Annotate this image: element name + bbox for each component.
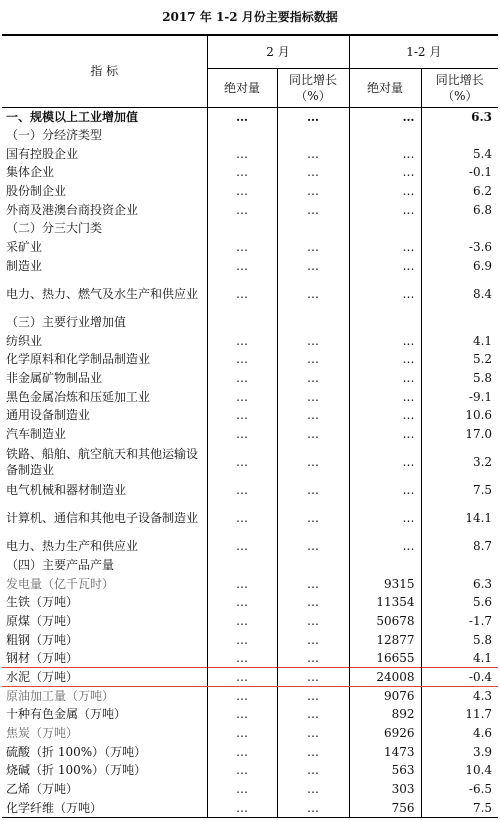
table-row xyxy=(2,499,498,536)
table-row xyxy=(2,144,498,163)
table-row xyxy=(2,761,498,780)
row-name: 计算机、通信和其他电子设备制造业 xyxy=(2,499,207,536)
cum-absolute-cell: 756 xyxy=(349,798,421,817)
month-yoy-cell: … xyxy=(277,443,349,480)
month-yoy-cell: … xyxy=(277,275,349,312)
month-absolute-cell: … xyxy=(207,686,277,705)
header-month-absolute: 绝对量 xyxy=(207,68,277,107)
month-yoy-cell: … xyxy=(277,686,349,705)
month-yoy-cell: … xyxy=(277,481,349,500)
cum-yoy-cell: 14.1 xyxy=(465,511,493,526)
row-name: 原油加工量（万吨） xyxy=(2,686,207,705)
row-name: 国有控股企业 xyxy=(2,144,207,163)
table-row xyxy=(2,126,498,145)
row-name: （一）分经济类型 xyxy=(2,126,207,145)
table-row xyxy=(2,163,498,182)
row-name: 焦炭（万吨） xyxy=(2,724,207,743)
cum-yoy-cell: -0.1 xyxy=(468,165,493,180)
table-row xyxy=(2,425,498,444)
month-absolute-cell: … xyxy=(207,705,277,724)
row-name: 烧碱（折 100%）（万吨） xyxy=(2,761,207,780)
table-row xyxy=(2,350,498,369)
row-name: （三）主要行业增加值 xyxy=(2,313,207,332)
cum-yoy-cell xyxy=(421,219,498,238)
cum-absolute-cell: 1473 xyxy=(349,742,421,761)
cum-absolute-cell: … xyxy=(349,275,421,312)
month-yoy-cell: … xyxy=(277,761,349,780)
month-absolute-cell: … xyxy=(207,369,277,388)
row-name: 非金属矿物制品业 xyxy=(2,369,207,388)
row-name: 生铁（万吨） xyxy=(2,593,207,612)
cum-absolute-cell: … xyxy=(349,499,421,536)
month-yoy-cell: … xyxy=(277,350,349,369)
row-name: 电气机械和器材制造业 xyxy=(2,481,207,500)
row-name: 一、规模以上工业增加值 xyxy=(2,107,207,126)
cum-yoy-cell: 5.8 xyxy=(472,370,493,385)
month-absolute-cell: … xyxy=(207,761,277,780)
cum-absolute-cell: … xyxy=(349,163,421,182)
header-cum-yoy: 同比增长 （%） xyxy=(421,68,498,107)
header-cum-absolute: 绝对量 xyxy=(349,68,421,107)
month-yoy-cell: … xyxy=(277,257,349,276)
month-yoy-cell xyxy=(277,126,349,145)
month-yoy-cell: … xyxy=(277,705,349,724)
table-row xyxy=(2,200,498,219)
month-yoy-cell: … xyxy=(277,182,349,201)
month-yoy-cell: … xyxy=(277,537,349,556)
row-name: 硫酸（折 100%）（万吨） xyxy=(2,742,207,761)
table-row xyxy=(2,481,498,500)
cum-yoy-cell: -9.1 xyxy=(468,389,493,404)
month-absolute-cell: … xyxy=(207,144,277,163)
cum-absolute-cell: 9076 xyxy=(349,686,421,705)
row-name: 股份制企业 xyxy=(2,182,207,201)
row-name: 化学纤维（万吨） xyxy=(2,798,207,817)
cum-yoy-cell: 5.8 xyxy=(472,632,493,647)
table-row xyxy=(2,331,498,350)
month-absolute-cell: … xyxy=(207,387,277,406)
cum-yoy-cell: 6.3 xyxy=(471,109,493,124)
cum-yoy-cell: 4.3 xyxy=(472,688,493,703)
table-row xyxy=(2,612,498,631)
month-absolute-cell: … xyxy=(207,724,277,743)
cum-yoy-cell: 4.6 xyxy=(472,726,493,741)
table-row xyxy=(2,649,498,668)
row-name: 水泥（万吨） xyxy=(2,668,207,687)
month-absolute-cell: … xyxy=(207,481,277,500)
row-name: 粗钢（万吨） xyxy=(2,630,207,649)
month-absolute-cell: … xyxy=(207,537,277,556)
table-row xyxy=(2,593,498,612)
month-absolute-cell: … xyxy=(207,182,277,201)
table-row xyxy=(2,574,498,593)
cum-absolute-cell xyxy=(349,556,421,575)
month-absolute-cell: … xyxy=(207,331,277,350)
table-row xyxy=(2,556,498,575)
table-row xyxy=(2,387,498,406)
cum-absolute-cell: … xyxy=(349,369,421,388)
row-name: 钢材（万吨） xyxy=(2,649,207,668)
month-absolute-cell: … xyxy=(207,499,277,536)
cum-absolute-cell: … xyxy=(349,107,421,126)
table-row xyxy=(2,257,498,276)
table-row xyxy=(2,275,498,312)
cum-absolute-cell: … xyxy=(349,406,421,425)
month-absolute-cell: … xyxy=(207,443,277,480)
cum-yoy-cell xyxy=(421,126,498,145)
indicator-table xyxy=(2,34,498,818)
month-yoy-cell: … xyxy=(277,387,349,406)
month-yoy-cell: … xyxy=(277,724,349,743)
table-header xyxy=(2,35,498,107)
month-absolute-cell: … xyxy=(207,612,277,631)
cum-yoy-cell: 6.8 xyxy=(472,202,493,217)
table-body xyxy=(2,107,498,817)
cum-yoy-cell: 8.7 xyxy=(472,539,493,554)
cum-yoy-cell: -3.6 xyxy=(468,240,493,255)
cum-yoy-cell: -0.4 xyxy=(421,668,498,687)
cum-absolute-cell: 24008 xyxy=(349,668,421,687)
cum-absolute-cell: 16655 xyxy=(349,649,421,668)
cum-absolute-cell: 11354 xyxy=(349,593,421,612)
month-yoy-cell xyxy=(277,313,349,332)
month-yoy-cell: … xyxy=(277,406,349,425)
cum-absolute-cell: 303 xyxy=(349,780,421,799)
cum-absolute-cell: … xyxy=(349,144,421,163)
month-yoy-cell: … xyxy=(277,238,349,257)
cum-yoy-cell: -6.5 xyxy=(468,782,493,797)
table-row xyxy=(2,724,498,743)
cum-absolute-cell: 6926 xyxy=(349,724,421,743)
header-cumulative: 1-2 月 xyxy=(349,35,498,68)
month-yoy-cell: … xyxy=(277,593,349,612)
header-indicator: 指 标 xyxy=(2,35,207,107)
row-name: 外商及港澳台商投资企业 xyxy=(2,200,207,219)
month-absolute-cell xyxy=(207,219,277,238)
month-yoy-cell: … xyxy=(277,163,349,182)
cum-yoy-cell: 6.9 xyxy=(472,258,493,273)
row-name: 化学原料和化学制品制造业 xyxy=(2,350,207,369)
month-absolute-cell xyxy=(207,313,277,332)
month-absolute-cell: … xyxy=(207,798,277,817)
cum-yoy-cell: 5.2 xyxy=(472,352,493,367)
month-absolute-cell: … xyxy=(207,200,277,219)
header-month: 2 月 xyxy=(207,35,349,68)
cum-yoy-cell: 5.4 xyxy=(472,146,493,161)
row-name: 铁路、船舶、航空航天和其他运输设备制造业 xyxy=(2,443,207,480)
table-row xyxy=(2,182,498,201)
month-absolute-cell: … xyxy=(207,593,277,612)
table-row xyxy=(2,630,498,649)
cum-yoy-cell: 4.1 xyxy=(472,651,493,666)
month-yoy-cell: … xyxy=(277,612,349,631)
row-name: 原煤（万吨） xyxy=(2,612,207,631)
table-row xyxy=(2,107,498,126)
month-yoy-cell: … xyxy=(277,630,349,649)
table-row xyxy=(2,369,498,388)
row-name: 通用设备制造业 xyxy=(2,406,207,425)
cum-yoy-cell: 7.5 xyxy=(472,483,493,498)
month-absolute-cell: … xyxy=(207,425,277,444)
table-row xyxy=(2,406,498,425)
month-absolute-cell: … xyxy=(207,238,277,257)
cum-yoy-cell: 7.5 xyxy=(421,798,498,817)
month-yoy-cell: … xyxy=(277,574,349,593)
month-absolute-cell: … xyxy=(207,350,277,369)
cum-absolute-cell: … xyxy=(349,443,421,480)
cum-yoy-cell: 6.3 xyxy=(472,576,493,591)
cum-absolute-cell: 563 xyxy=(349,761,421,780)
table-row xyxy=(2,686,498,705)
month-absolute-cell: … xyxy=(207,163,277,182)
row-name: 发电量（亿千瓦时） xyxy=(2,574,207,593)
row-name: 汽车制造业 xyxy=(2,425,207,444)
cum-absolute-cell: … xyxy=(349,481,421,500)
cum-yoy-cell: 5.6 xyxy=(472,595,493,610)
month-yoy-cell: … xyxy=(277,144,349,163)
cum-absolute-cell xyxy=(349,219,421,238)
month-absolute-cell: … xyxy=(207,649,277,668)
month-absolute-cell: … xyxy=(207,257,277,276)
cum-yoy-cell: 10.4 xyxy=(465,763,493,778)
row-name: 乙烯（万吨） xyxy=(2,780,207,799)
row-name: 十种有色金属（万吨） xyxy=(2,705,207,724)
cum-absolute-cell: … xyxy=(349,350,421,369)
table-row xyxy=(2,742,498,761)
month-absolute-cell: … xyxy=(207,742,277,761)
month-absolute-cell xyxy=(207,556,277,575)
cum-yoy-cell: 3.9 xyxy=(472,744,493,759)
cum-yoy-cell: -1.7 xyxy=(468,613,493,628)
table-row xyxy=(2,668,498,687)
table-row xyxy=(2,443,498,480)
table-row xyxy=(2,798,498,817)
month-yoy-cell: … xyxy=(277,798,349,817)
month-yoy-cell xyxy=(277,219,349,238)
table-row xyxy=(2,537,498,556)
cum-absolute-cell: … xyxy=(349,537,421,556)
cum-absolute-cell: 9315 xyxy=(349,574,421,593)
month-absolute-cell: … xyxy=(207,630,277,649)
month-yoy-cell: … xyxy=(277,668,349,687)
month-absolute-cell: … xyxy=(207,668,277,687)
cum-yoy-cell xyxy=(421,313,498,332)
cum-yoy-cell: 3.2 xyxy=(472,455,493,470)
table-row xyxy=(2,705,498,724)
month-yoy-cell: … xyxy=(277,425,349,444)
cum-yoy-cell: 6.2 xyxy=(472,184,493,199)
row-name: （四）主要产品产量 xyxy=(2,556,207,575)
cum-yoy-cell: 17.0 xyxy=(465,427,493,442)
cum-yoy-cell: 4.1 xyxy=(472,333,493,348)
table-row xyxy=(2,238,498,257)
month-absolute-cell: … xyxy=(207,406,277,425)
cum-absolute-cell: … xyxy=(349,425,421,444)
month-yoy-cell: … xyxy=(277,780,349,799)
month-yoy-cell: … xyxy=(277,200,349,219)
month-absolute-cell: … xyxy=(207,275,277,312)
row-name: 电力、热力、燃气及水生产和供应业 xyxy=(2,275,207,312)
month-yoy-cell: … xyxy=(277,499,349,536)
page-title: 2017 年 1-2 月份主要指标数据 xyxy=(162,10,338,24)
month-absolute-cell xyxy=(207,126,277,145)
cum-absolute-cell: … xyxy=(349,200,421,219)
row-name: 电力、热力生产和供应业 xyxy=(2,537,207,556)
cum-absolute-cell: 892 xyxy=(349,705,421,724)
cum-yoy-cell: 10.6 xyxy=(465,408,493,423)
month-absolute-cell: … xyxy=(207,780,277,799)
row-name: （二）分三大门类 xyxy=(2,219,207,238)
cum-absolute-cell: … xyxy=(349,387,421,406)
month-absolute-cell: … xyxy=(207,107,277,126)
cum-absolute-cell: … xyxy=(349,331,421,350)
cum-yoy-cell: 11.7 xyxy=(465,707,493,722)
row-name: 制造业 xyxy=(2,257,207,276)
cum-yoy-cell xyxy=(421,556,498,575)
month-yoy-cell: … xyxy=(277,649,349,668)
cum-absolute-cell: 12877 xyxy=(349,630,421,649)
table-row xyxy=(2,780,498,799)
table-row xyxy=(2,219,498,238)
row-name: 黑色金属冶炼和压延加工业 xyxy=(2,387,207,406)
row-name: 集体企业 xyxy=(2,163,207,182)
row-name: 采矿业 xyxy=(2,238,207,257)
cum-absolute-cell: … xyxy=(349,182,421,201)
cum-absolute-cell: … xyxy=(349,257,421,276)
cum-yoy-cell: 8.4 xyxy=(472,286,493,301)
cum-absolute-cell: … xyxy=(349,238,421,257)
month-yoy-cell: … xyxy=(277,331,349,350)
month-yoy-cell: … xyxy=(277,107,349,126)
cum-absolute-cell xyxy=(349,313,421,332)
month-absolute-cell: … xyxy=(207,574,277,593)
month-yoy-cell: … xyxy=(277,369,349,388)
cum-absolute-cell: 50678 xyxy=(349,612,421,631)
cum-absolute-cell xyxy=(349,126,421,145)
month-yoy-cell: … xyxy=(277,742,349,761)
month-yoy-cell xyxy=(277,556,349,575)
row-name: 纺织业 xyxy=(2,331,207,350)
table-row xyxy=(2,313,498,332)
header-month-yoy: 同比增长 （%） xyxy=(277,68,349,107)
